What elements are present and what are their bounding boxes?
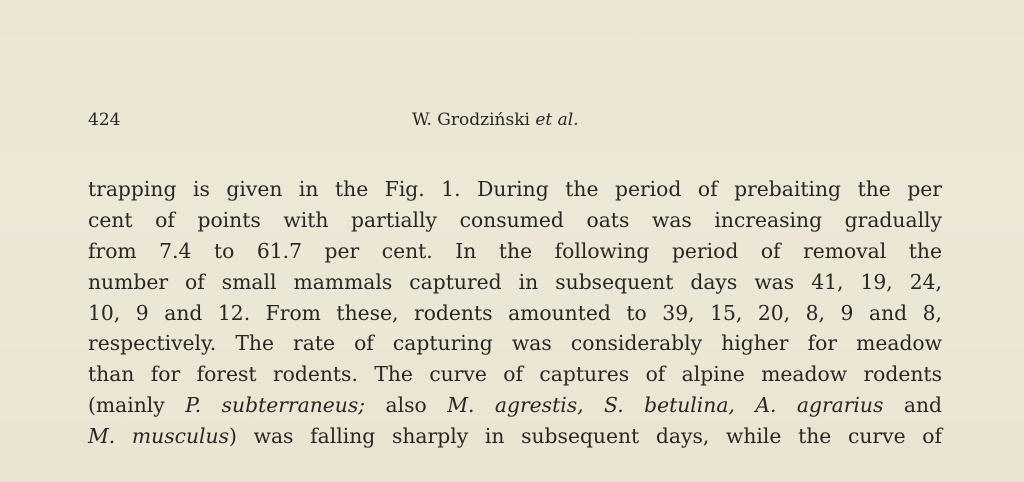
species-name: M. musculus [88,424,229,449]
text-line: trapping is given in the Fig. 1. During the period of prebaiting the per [88,177,942,201]
running-title [412,108,579,132]
page-number: 424 [88,110,121,130]
text-segment: and [883,393,942,418]
text-line: than for forest rodents. The curve of captures of alpine meadow rodents [88,362,942,387]
text-segment: (mainly [88,393,186,418]
text-segment: also [365,393,448,418]
text-line-species [88,421,942,452]
running-head [88,108,942,132]
running-title-suffix: et al. [535,110,579,130]
body-paragraph [88,174,942,452]
text-line-species [88,390,942,421]
running-title-authors: W. Grodziński [412,110,530,130]
species-name: P. subterraneus; [185,393,366,418]
text-line: cent of points with partially consumed oats was increasing gradually [88,207,942,232]
text-line: respectively. The rate of capturing was considerably higher for meadow [88,331,942,356]
species-name: M. agrestis, S. betulina, A. agrarius [447,393,884,418]
text-line: from 7.4 to 61.7 per cent. In the following period of removal the [88,238,942,263]
text-line: 10, 9 and 12. From these, rodents amounted to 39, 15, 20, 8, 9 and 8, [88,300,942,325]
text-segment: ) was falling sharply in subsequent days, while the curve of [229,424,942,449]
text-line: number of small mammals captured in subsequent days was 41, 19, 24, [88,269,942,294]
